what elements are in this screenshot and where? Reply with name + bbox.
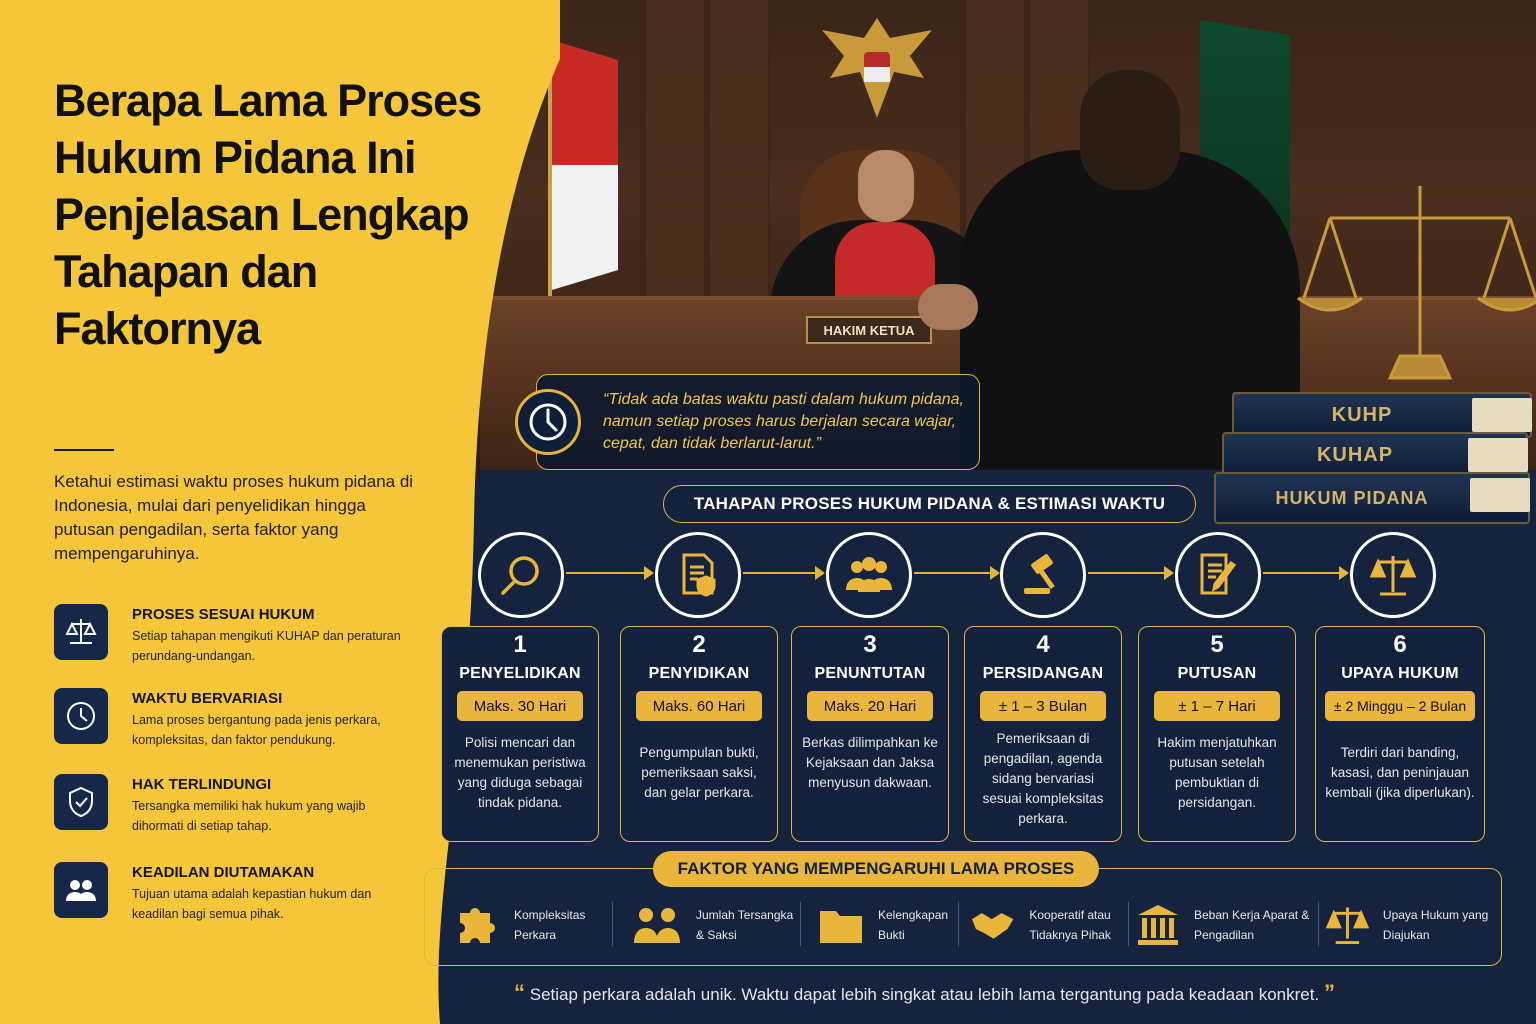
document-pen-icon (1175, 532, 1261, 618)
document-shield-icon (655, 532, 741, 618)
quote-open-mark: “ (514, 980, 525, 1005)
stage-card-5 (1138, 626, 1296, 842)
intro-text: Ketahui estimasi waktu proses hukum pidana di Indonesia, mulai dari penyelidikan hingga putusan pengadilan, serta faktor yang mempengaruhinya. (54, 472, 414, 563)
scale-icon (1350, 532, 1436, 618)
factor-upaya-hukum (1326, 900, 1496, 950)
feature-title: HAK TERLINDUNGI (132, 776, 272, 793)
stage-desc: Hakim menjatuhkan putusan setelah pembuktian di persidangan. (1157, 735, 1277, 810)
stage-desc: Terdiri dari banding, kasasi, dan peninjauan kembali (jika diperlukan). (1325, 745, 1475, 800)
feature-desc: Tujuan utama adalah kepastian hukum dan keadilan bagi semua pihak. (132, 887, 372, 921)
stage-desc: Polisi mencari dan menemukan peristiwa yang diduga sebagai tindak pidana. (454, 735, 586, 810)
factor-kooperatif (970, 900, 1120, 950)
title-divider (54, 449, 114, 451)
factor-label: Upaya Hukum yang Diajukan (1382, 908, 1489, 942)
factors-title: FAKTOR YANG MEMPENGARUHI LAMA PROSES (653, 851, 1099, 887)
factor-label: Kelengkapan Bukti (878, 908, 949, 942)
factor-kelengkapan-bukti (818, 900, 958, 950)
factor-label: Beban Kerja Aparat & Pengadilan (1194, 908, 1310, 942)
stage-card-1 (441, 626, 599, 842)
stage-name: UPAYA HUKUM (1341, 665, 1459, 682)
puzzle-icon (456, 903, 500, 947)
stage-name: PENYIDIKAN (648, 665, 750, 682)
feature-desc: Setiap tahapan mengikuti KUHAP dan peraturan perundang-undangan. (132, 629, 401, 663)
judge-figure (858, 150, 914, 222)
quote-text: “Tidak ada batas waktu pasti dalam hukum pidana, namun setiap proses harus berjalan secara wajar, cepat, dan tidak berlarut-larut.” (603, 391, 964, 452)
judge-nameplate: HAKIM KETUA (806, 316, 932, 344)
stage-name: PENUNTUTAN (814, 665, 926, 682)
stage-desc: Berkas dilimpahkan ke Kejaksaan dan Jaksa menyusun dakwaan. (802, 735, 938, 790)
bottom-quote-text: Setiap perkara adalah unik. Waktu dapat lebih singkat atau lebih lama tergantung pada keadaan konkret. (529, 985, 1320, 1004)
page-title: Berapa Lama Proses Hukum Pidana Ini Penjelasan Lengkap Tahapan dan Faktornya (54, 75, 482, 354)
factor-label: Kompleksitas Perkara (514, 908, 586, 942)
factor-kompleksitas (456, 900, 606, 950)
feature-desc: Lama proses bergantung pada jenis perkara, kompleksitas, dan faktor pendukung. (132, 713, 381, 747)
stage-number: 4 (1036, 631, 1050, 658)
book-kuhap: KUHAP (1222, 432, 1528, 478)
stage-time-badge: ± 1 – 7 Hari (1154, 691, 1280, 721)
feature-title: PROSES SESUAI HUKUM (132, 606, 315, 623)
feature-title: WAKTU BERVARIASI (132, 690, 283, 707)
group-icon (826, 532, 912, 618)
feature-desc: Tersangka memiliki hak hukum yang wajib dihormati di setiap tahap. (132, 799, 366, 833)
stage-desc: Pemeriksaan di pengadilan, agenda sidang bervariasi sesuai kompleksitas perkara. (982, 731, 1104, 826)
handshake-icon (970, 905, 1015, 945)
stage-time-badge: ± 2 Minggu – 2 Bulan (1325, 691, 1475, 721)
stage-name: PUTUSAN (1177, 665, 1257, 682)
quote-box (536, 374, 980, 470)
stage-name: PENYELIDIKAN (459, 665, 581, 682)
stage-number: 6 (1393, 631, 1407, 658)
stage-number: 2 (692, 631, 706, 658)
garuda-emblem-icon (812, 8, 942, 126)
book-hukum-pidana: HUKUM PIDANA (1214, 472, 1530, 524)
scale-icon (54, 604, 108, 660)
feature-title: KEADILAN DIUTAMAKAN (132, 864, 315, 881)
factor-label: Kooperatif atau Tidaknya Pihak (1029, 908, 1111, 942)
stage-card-4 (964, 626, 1122, 842)
stage-desc: Pengumpulan bukti, pemeriksaan saksi, dan gelar perkara. (639, 745, 759, 800)
people-icon (54, 862, 108, 918)
scales-of-justice-icon (1290, 178, 1536, 392)
indonesian-flag (552, 40, 618, 290)
stage-card-2 (620, 626, 778, 842)
stage-number: 5 (1210, 631, 1224, 658)
magnifier-icon (478, 532, 564, 618)
quote-close-mark: ” (1323, 980, 1335, 1005)
clock-icon (515, 389, 581, 455)
stage-time-badge: Maks. 30 Hari (457, 691, 583, 721)
people-icon (632, 903, 682, 947)
book-kuhp: KUHP (1232, 392, 1532, 438)
gavel-icon (1000, 532, 1086, 618)
clock-icon (54, 688, 108, 744)
stage-card-6 (1315, 626, 1485, 842)
stage-time-badge: ± 1 – 3 Bulan (980, 691, 1106, 721)
factor-beban-kerja (1136, 900, 1316, 950)
shield-icon (54, 774, 108, 830)
stage-card-3 (791, 626, 949, 842)
stage-time-badge: Maks. 20 Hari (807, 691, 933, 721)
bottom-quote (514, 980, 1374, 1006)
factor-label: Jumlah Tersangka & Saksi (696, 908, 794, 942)
stage-time-badge: Maks. 60 Hari (636, 691, 762, 721)
stage-number: 1 (513, 631, 527, 658)
building-icon (1136, 903, 1180, 947)
stage-name: PERSIDANGAN (982, 665, 1104, 682)
factor-jumlah-tersangka (632, 900, 802, 950)
folder-icon (818, 905, 864, 945)
scale-icon (1326, 903, 1369, 947)
stages-title: TAHAPAN PROSES HUKUM PIDANA & ESTIMASI WAKTU (663, 485, 1196, 523)
stage-number: 3 (863, 631, 877, 658)
